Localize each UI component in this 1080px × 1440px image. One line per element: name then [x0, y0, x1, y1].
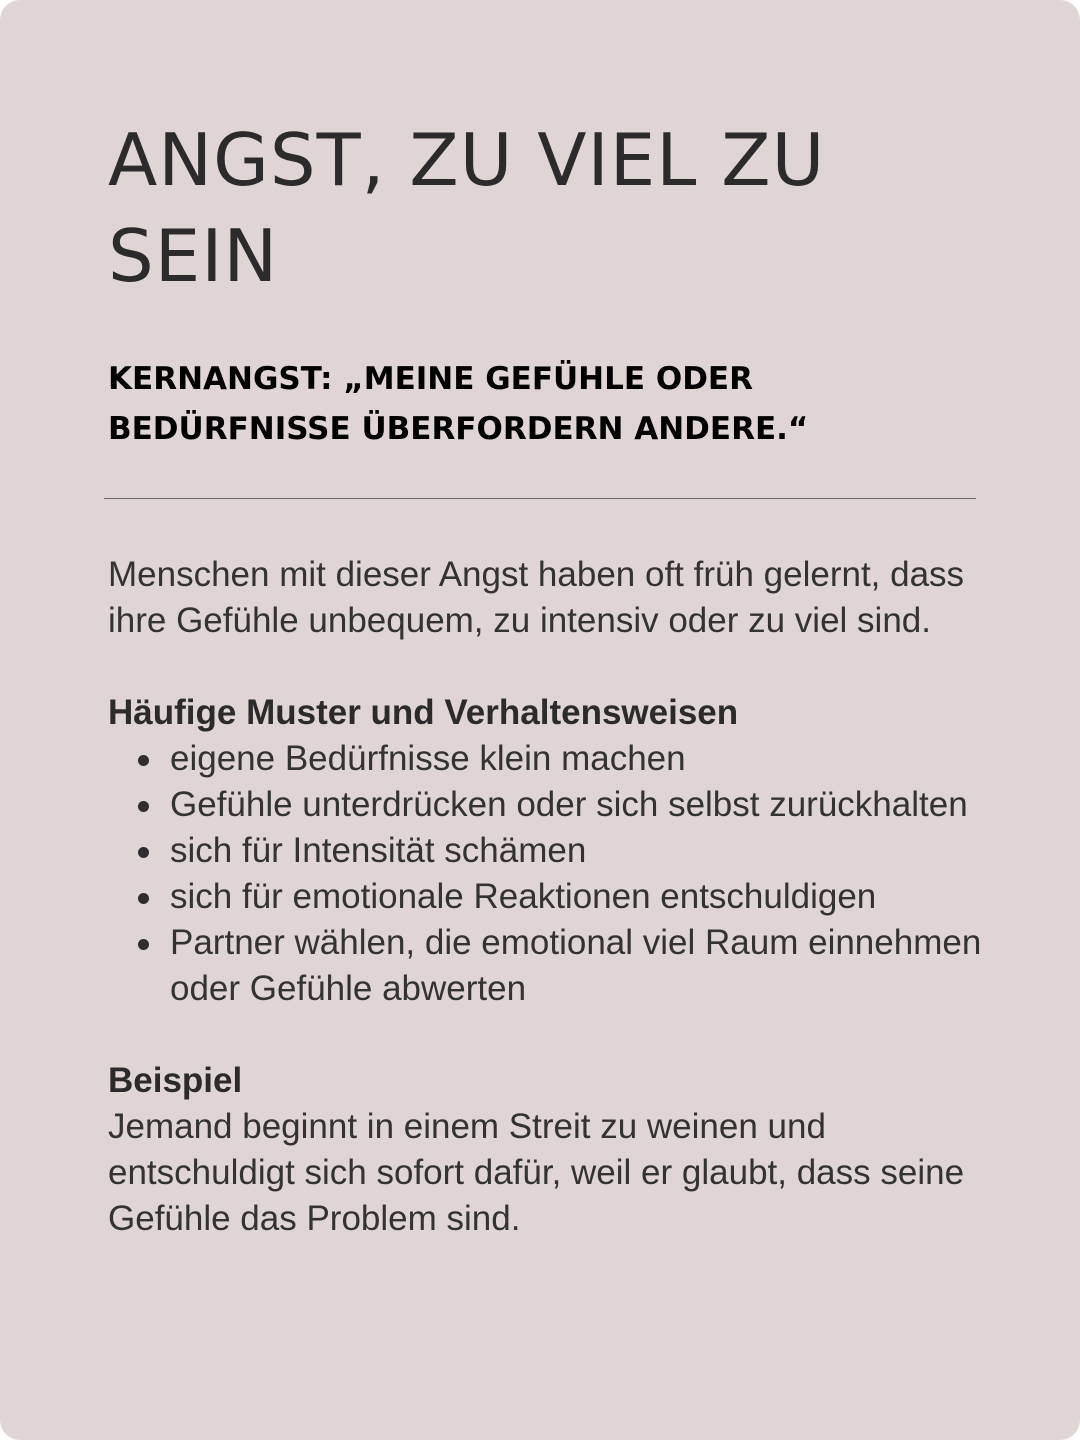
body-text — [108, 552, 988, 1242]
core-fear-subtitle — [108, 354, 968, 454]
patterns-list — [108, 736, 988, 1012]
list-item — [108, 736, 988, 782]
list-item-text: sich für emotionale Reaktionen entschuldigen — [170, 877, 877, 916]
subtitle-line-1: KERNANGST: „MEINE GEFÜHLE ODER — [108, 361, 753, 397]
bullet-icon — [138, 939, 149, 950]
list-item-text: Gefühle unterdrücken oder sich selbst zurückhalten — [170, 785, 968, 824]
intro-paragraph: Menschen mit dieser Angst haben oft früh gelernt, dass ihre Gefühle unbequem, zu intensiv oder zu viel sind. — [108, 555, 965, 640]
list-item-text: Partner wählen, die emotional viel Raum einnehmen oder Gefühle abwerten — [170, 923, 982, 1008]
bullet-icon — [138, 755, 149, 766]
bullet-icon — [138, 847, 149, 858]
list-item — [108, 828, 988, 874]
list-item — [108, 782, 988, 828]
divider — [104, 498, 976, 499]
example-text: Jemand beginnt in einem Streit zu weinen und entschuldigt sich sofort dafür, weil er glaubt, dass seine Gefühle das Problem sind. — [108, 1107, 965, 1238]
page-title: ANGST, ZU VIEL ZU SEIN — [108, 118, 826, 298]
bullet-icon — [138, 893, 149, 904]
list-item-text: sich für Intensität schämen — [170, 831, 587, 870]
example-heading: Beispiel — [108, 1061, 243, 1100]
list-item-text: eigene Bedürfnisse klein machen — [170, 739, 686, 778]
bullet-icon — [138, 801, 149, 812]
subtitle-line-2: BEDÜRFNISSE ÜBERFORDERN ANDERE.“ — [108, 411, 809, 447]
list-item — [108, 920, 988, 1012]
patterns-heading: Häufige Muster und Verhaltensweisen — [108, 693, 739, 732]
list-item — [108, 874, 988, 920]
